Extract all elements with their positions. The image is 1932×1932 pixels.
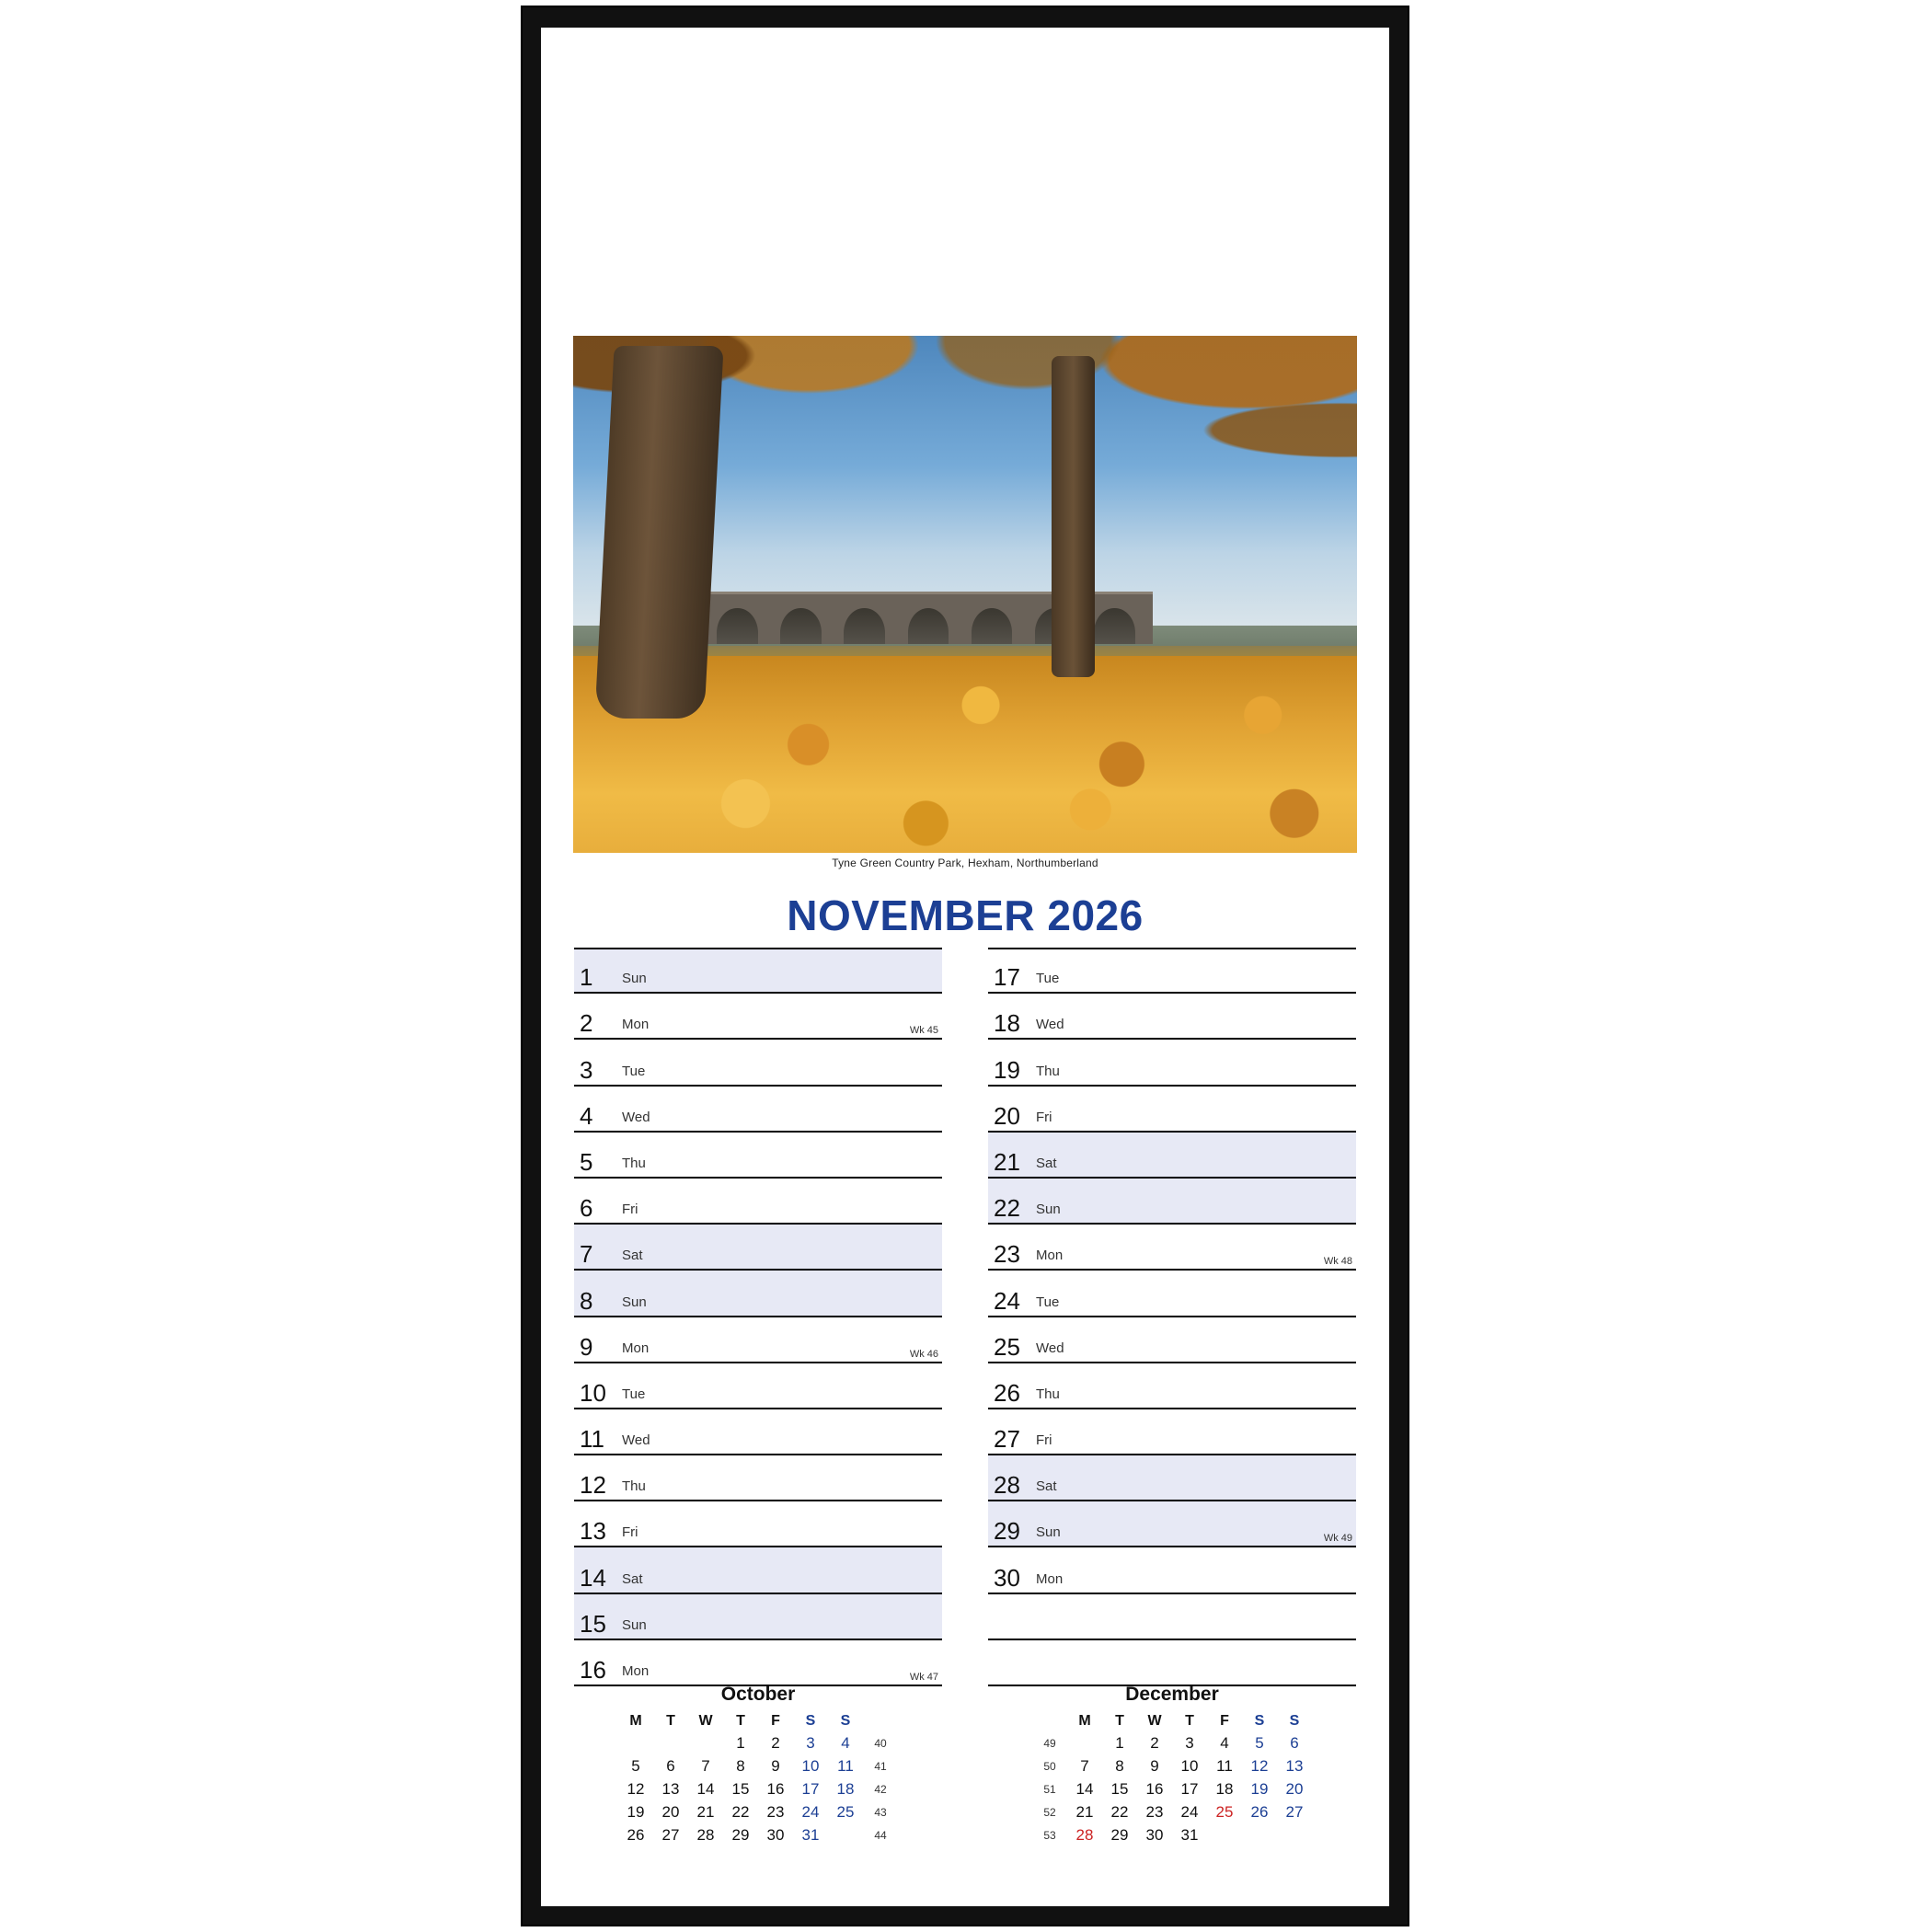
day-name: Tue — [622, 1386, 646, 1402]
mini-day-cell[interactable]: 8 — [736, 1756, 745, 1775]
mini-day-cell[interactable]: 31 — [1180, 1825, 1199, 1844]
mini-day-cell[interactable]: 30 — [766, 1825, 785, 1844]
bridge-arch — [972, 608, 1012, 643]
day-number: 24 — [994, 1286, 1020, 1315]
mini-header-row — [1032, 1711, 1312, 1731]
mini-day-cell[interactable]: 12 — [627, 1779, 645, 1798]
day-name: Mon — [622, 1663, 650, 1679]
mini-week-number: 43 — [874, 1805, 887, 1819]
day-number: 22 — [994, 1194, 1020, 1223]
left-tree-trunk — [594, 346, 723, 719]
day-row[interactable] — [988, 1547, 1356, 1593]
day-name: Fri — [1036, 1109, 1052, 1125]
mini-month-area — [574, 1684, 1356, 1858]
mini-weekday-header: M — [1078, 1713, 1091, 1729]
mini-day-cell[interactable]: 2 — [1150, 1733, 1159, 1752]
day-name: Mon — [1036, 1248, 1064, 1264]
mini-week-row — [1032, 1777, 1312, 1800]
day-name: Sat — [1036, 1155, 1057, 1171]
day-name: Sun — [622, 1294, 647, 1310]
mini-month-next — [988, 1684, 1356, 1846]
day-row[interactable] — [988, 1179, 1356, 1225]
day-name: Sun — [622, 971, 647, 987]
day-name: Fri — [622, 1202, 638, 1218]
bridge-arch — [1094, 608, 1134, 643]
bridge-arch — [908, 608, 949, 643]
mini-day-cell[interactable]: 12 — [1250, 1756, 1269, 1775]
day-column-right — [988, 948, 1356, 1686]
calendar-page — [541, 28, 1389, 1906]
mini-day-cell[interactable]: 19 — [627, 1802, 645, 1821]
week-number-label: Wk 49 — [1323, 1533, 1352, 1545]
day-name: Mon — [1036, 1570, 1064, 1587]
mini-day-cell[interactable]: 9 — [771, 1756, 780, 1775]
day-number: 29 — [994, 1517, 1020, 1546]
mini-day-cell[interactable]: 4 — [841, 1733, 850, 1752]
day-number: 30 — [994, 1563, 1020, 1592]
photo-panel — [573, 336, 1357, 853]
day-row[interactable] — [988, 994, 1356, 1040]
mini-day-cell[interactable]: 27 — [1285, 1802, 1304, 1821]
day-row[interactable] — [988, 1271, 1356, 1317]
mini-week-row — [618, 1800, 898, 1823]
day-number: 18 — [994, 1009, 1020, 1038]
mini-day-cell[interactable]: 24 — [1180, 1802, 1199, 1821]
day-name: Thu — [1036, 1386, 1060, 1402]
mini-day-cell[interactable]: 24 — [801, 1802, 820, 1821]
mini-month-title: October — [720, 1684, 796, 1705]
mini-day-cell[interactable] — [1067, 1731, 1102, 1754]
mini-day-cell[interactable]: 3 — [1185, 1733, 1194, 1752]
mini-weekday-header: S — [840, 1713, 851, 1729]
day-number: 19 — [994, 1055, 1020, 1084]
mini-day-cell[interactable]: 7 — [1080, 1756, 1089, 1775]
mini-day-cell[interactable]: 14 — [696, 1779, 715, 1798]
day-row[interactable] — [574, 1179, 942, 1225]
day-number: 23 — [994, 1240, 1020, 1269]
mini-day-cell[interactable] — [618, 1731, 653, 1754]
mini-weekno-header — [863, 1711, 898, 1731]
day-number: 9 — [580, 1332, 593, 1361]
mini-day-cell[interactable]: 8 — [1115, 1756, 1124, 1775]
day-name: Sun — [1036, 1524, 1061, 1541]
day-number: 21 — [994, 1147, 1020, 1176]
mini-day-cell[interactable]: 17 — [801, 1779, 820, 1798]
mini-day-cell[interactable]: 19 — [1250, 1779, 1269, 1798]
mini-day-cell[interactable]: 16 — [766, 1779, 785, 1798]
mini-week-number: 44 — [874, 1828, 887, 1842]
mini-day-cell[interactable]: 20 — [1285, 1779, 1304, 1798]
photo-caption: Tyne Green Country Park, Hexham, Northumberland — [832, 857, 1098, 869]
day-row[interactable] — [988, 1455, 1356, 1501]
mini-week-row — [1032, 1800, 1312, 1823]
mini-week-row — [1032, 1731, 1312, 1754]
day-name: Mon — [622, 1340, 650, 1356]
day-row[interactable] — [574, 1455, 942, 1501]
page-title: NOVEMBER 2026 — [787, 891, 1144, 939]
mini-day-cell[interactable]: 26 — [627, 1825, 645, 1844]
day-name: Wed — [622, 1432, 650, 1449]
mini-weekday-header: W — [1147, 1713, 1162, 1729]
mini-day-cell[interactable]: 29 — [1110, 1825, 1129, 1844]
day-number: 28 — [994, 1471, 1020, 1500]
mini-day-cell[interactable]: 13 — [1285, 1756, 1304, 1775]
mini-week-number: 40 — [874, 1736, 887, 1750]
day-row[interactable] — [988, 1501, 1356, 1547]
day-number: 26 — [994, 1378, 1020, 1407]
day-row[interactable] — [988, 1133, 1356, 1179]
day-name: Sun — [1036, 1202, 1061, 1218]
mini-weekday-header: S — [1254, 1713, 1265, 1729]
day-number: 17 — [994, 963, 1020, 992]
day-row[interactable] — [574, 1133, 942, 1179]
day-name: Thu — [622, 1155, 646, 1171]
right-tree-trunk — [1052, 356, 1095, 676]
day-name: Thu — [622, 1478, 646, 1495]
day-name: Fri — [1036, 1432, 1052, 1449]
mini-day-cell[interactable]: 27 — [661, 1825, 680, 1844]
mini-month-title: December — [1125, 1684, 1219, 1705]
day-row[interactable] — [574, 1363, 942, 1409]
day-number: 5 — [580, 1147, 593, 1176]
day-row[interactable] — [574, 1640, 942, 1686]
mini-body — [618, 1731, 898, 1846]
mini-day-cell[interactable]: 6 — [666, 1756, 675, 1775]
mini-day-cell[interactable]: 23 — [766, 1802, 785, 1821]
mini-day-cell[interactable]: 20 — [661, 1802, 680, 1821]
calendar-frame — [523, 7, 1408, 1925]
day-name: Fri — [622, 1524, 638, 1541]
bridge-arch — [844, 608, 884, 643]
mini-weekday-header: T — [666, 1713, 675, 1729]
day-number: 11 — [580, 1425, 604, 1454]
mini-day-cell[interactable] — [688, 1731, 723, 1754]
week-number-label: Wk 48 — [1323, 1256, 1352, 1268]
day-number: 10 — [580, 1378, 606, 1407]
bridge-arch — [780, 608, 821, 643]
mini-weekno-header — [1032, 1711, 1067, 1731]
bridge-arch — [717, 608, 757, 643]
mini-day-cell[interactable]: 23 — [1145, 1802, 1164, 1821]
day-row[interactable] — [988, 1363, 1356, 1409]
day-name: Tue — [622, 1063, 646, 1079]
mini-weekday-header: T — [1115, 1713, 1124, 1729]
mini-day-cell[interactable]: 30 — [1145, 1825, 1164, 1844]
day-number: 16 — [580, 1656, 606, 1684]
mini-weekday-header: T — [736, 1713, 745, 1729]
mini-day-cell[interactable]: 1 — [1115, 1733, 1124, 1752]
mini-day-cell[interactable]: 17 — [1180, 1779, 1199, 1798]
mini-day-cell[interactable]: 13 — [661, 1779, 680, 1798]
mini-calendar-table — [618, 1711, 898, 1846]
autumn-photo — [573, 336, 1357, 853]
mini-day-cell[interactable]: 18 — [836, 1779, 855, 1798]
mini-day-cell[interactable]: 21 — [696, 1802, 715, 1821]
mini-day-cell[interactable]: 11 — [837, 1756, 854, 1775]
mini-day-cell[interactable]: 6 — [1290, 1733, 1299, 1752]
day-row[interactable] — [988, 1040, 1356, 1086]
day-number: 6 — [580, 1194, 593, 1223]
mini-month-previous — [574, 1684, 942, 1846]
mini-day-cell[interactable]: 29 — [731, 1825, 750, 1844]
day-number: 25 — [994, 1332, 1020, 1361]
mini-week-row — [618, 1777, 898, 1800]
mini-day-cell[interactable]: 16 — [1145, 1779, 1164, 1798]
day-name: Wed — [1036, 1340, 1064, 1356]
mini-day-cell[interactable]: 5 — [631, 1756, 640, 1775]
day-number: 4 — [580, 1101, 593, 1130]
day-row[interactable] — [574, 948, 942, 994]
mini-day-cell[interactable]: 14 — [1075, 1779, 1094, 1798]
mini-week-row — [618, 1823, 898, 1846]
mini-day-cell[interactable]: 7 — [701, 1756, 710, 1775]
day-name: Thu — [1036, 1063, 1060, 1079]
week-number-label: Wk 47 — [909, 1672, 938, 1683]
mini-day-cell[interactable] — [1277, 1823, 1312, 1846]
day-row[interactable] — [988, 948, 1356, 994]
mini-day-cell[interactable]: 10 — [801, 1756, 820, 1775]
day-number: 3 — [580, 1055, 593, 1084]
day-row[interactable] — [574, 1225, 942, 1271]
mini-week-row — [1032, 1823, 1312, 1846]
mini-week-number: 50 — [1043, 1759, 1056, 1773]
day-number: 15 — [580, 1609, 606, 1638]
day-column-left — [574, 948, 942, 1686]
mini-week-row — [1032, 1754, 1312, 1777]
mini-week-number: 52 — [1043, 1805, 1056, 1819]
day-row[interactable] — [574, 1271, 942, 1317]
day-number: 27 — [994, 1425, 1020, 1454]
mini-day-cell[interactable] — [653, 1731, 688, 1754]
mini-day-cell[interactable]: 31 — [801, 1825, 820, 1844]
mini-day-cell[interactable]: 3 — [806, 1733, 815, 1752]
mini-day-cell[interactable] — [1207, 1823, 1242, 1846]
day-name: Sat — [1036, 1478, 1057, 1495]
mini-day-cell[interactable]: 25 — [1215, 1802, 1234, 1821]
mini-weekday-header: S — [1289, 1713, 1300, 1729]
mini-calendar-table — [1032, 1711, 1312, 1846]
mini-day-cell[interactable]: 15 — [1110, 1779, 1129, 1798]
mini-header-row — [618, 1711, 898, 1731]
day-number: 13 — [580, 1517, 606, 1546]
mini-day-cell[interactable]: 18 — [1215, 1779, 1234, 1798]
day-row[interactable] — [574, 1409, 942, 1455]
week-number-label: Wk 46 — [909, 1348, 938, 1360]
mini-day-cell[interactable]: 28 — [1075, 1825, 1094, 1844]
day-row[interactable] — [988, 1087, 1356, 1133]
mini-day-cell[interactable]: 4 — [1220, 1733, 1229, 1752]
mini-week-number: 53 — [1043, 1828, 1056, 1842]
day-name: Tue — [1036, 1294, 1060, 1310]
day-name: Wed — [1036, 1017, 1064, 1033]
day-row[interactable] — [574, 1501, 942, 1547]
mini-week-number: 42 — [874, 1782, 887, 1796]
mini-day-cell[interactable]: 11 — [1216, 1756, 1233, 1775]
mini-day-cell[interactable]: 10 — [1180, 1756, 1199, 1775]
mini-week-number: 41 — [874, 1759, 887, 1773]
day-row[interactable] — [574, 1594, 942, 1640]
day-number: 12 — [580, 1471, 606, 1500]
mini-day-cell[interactable]: 21 — [1075, 1802, 1094, 1821]
mini-weekday-header: F — [771, 1713, 780, 1729]
mini-week-row — [618, 1731, 898, 1754]
mini-day-cell[interactable]: 15 — [731, 1779, 750, 1798]
day-number: 7 — [580, 1240, 593, 1269]
day-name: Sat — [622, 1570, 643, 1587]
mini-day-cell[interactable] — [1242, 1823, 1277, 1846]
mini-weekday-header: W — [698, 1713, 713, 1729]
mini-day-cell[interactable]: 25 — [836, 1802, 855, 1821]
day-name: Sat — [622, 1248, 643, 1264]
mini-day-cell[interactable]: 1 — [736, 1733, 745, 1752]
day-number: 14 — [580, 1563, 606, 1592]
mini-week-number: 49 — [1043, 1736, 1056, 1750]
day-number: 2 — [580, 1009, 593, 1038]
mini-day-cell[interactable]: 22 — [731, 1802, 750, 1821]
week-number-label: Wk 45 — [909, 1025, 938, 1037]
mini-day-cell[interactable]: 28 — [696, 1825, 715, 1844]
mini-day-cell[interactable]: 22 — [1110, 1802, 1129, 1821]
day-row[interactable] — [574, 1087, 942, 1133]
mini-day-cell[interactable]: 5 — [1255, 1733, 1264, 1752]
day-row[interactable] — [574, 994, 942, 1040]
day-row[interactable] — [574, 1547, 942, 1593]
day-row[interactable] — [988, 1409, 1356, 1455]
day-name: Mon — [622, 1017, 650, 1033]
day-row[interactable] — [988, 1317, 1356, 1363]
day-number: 20 — [994, 1101, 1020, 1130]
day-row[interactable] — [988, 1225, 1356, 1271]
mini-day-cell[interactable] — [828, 1823, 863, 1846]
mini-weekday-header: S — [805, 1713, 816, 1729]
mini-weekday-header: F — [1220, 1713, 1229, 1729]
mini-week-row — [618, 1754, 898, 1777]
mini-day-cell[interactable]: 9 — [1150, 1756, 1159, 1775]
day-name: Tue — [1036, 971, 1060, 987]
day-number: 1 — [580, 963, 593, 992]
mini-weekday-header: M — [629, 1713, 642, 1729]
blank-day-row[interactable] — [988, 1640, 1356, 1686]
day-row[interactable] — [574, 1040, 942, 1086]
day-row[interactable] — [574, 1317, 942, 1363]
day-name: Wed — [622, 1109, 650, 1125]
day-name: Sun — [622, 1616, 647, 1633]
mini-body — [1032, 1731, 1312, 1846]
mini-weekday-header: T — [1185, 1713, 1194, 1729]
mini-day-cell[interactable]: 26 — [1250, 1802, 1269, 1821]
day-number: 8 — [580, 1286, 593, 1315]
mini-week-number: 51 — [1043, 1782, 1056, 1796]
blank-day-row[interactable] — [988, 1594, 1356, 1640]
mini-day-cell[interactable]: 2 — [771, 1733, 780, 1752]
